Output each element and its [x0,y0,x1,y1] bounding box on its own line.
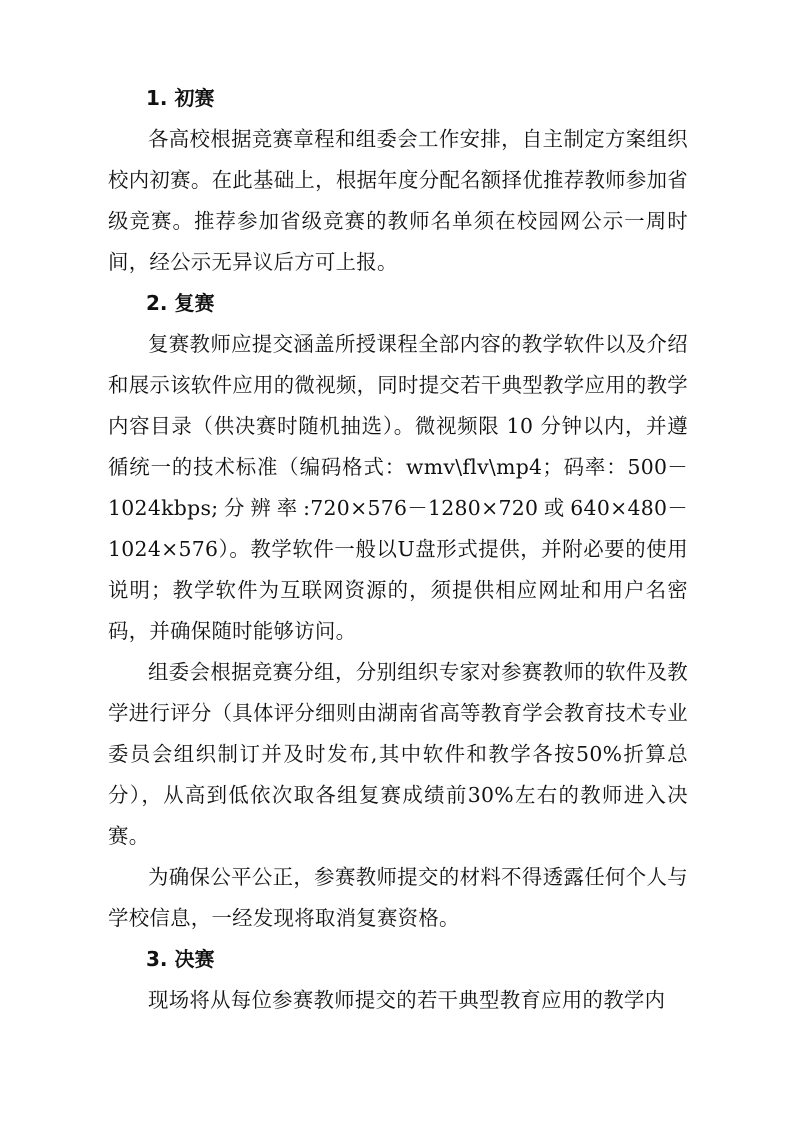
paragraph-final: 现场将从每位参赛教师提交的若干典型教育应用的教学内 [148,988,666,1012]
paragraph-preliminary: 各高校根据竞赛章程和组委会工作安排，自主制定方案组织校内初赛。在此基础上，根据年度分配名额择优推荐教师参加省级竞赛。推荐参加省级竞赛的教师名单须在校园网公示一周时间，经公示无异议后方可上报。 [108,127,688,274]
paragraph-semifinal-fairness: 为确保公平公正，参赛教师提交的材料不得透露任何个人与学校信息，一经发现将取消复赛资格。 [108,865,688,930]
paragraph-semifinal-scoring: 组委会根据竞赛分组，分别组织专家对参赛教师的软件及教学进行评分（具体评分细则由湖南省高等教育学会教育技术专业委员会组织制订并及时发布,其中软件和教学各按50%折算总分），从高到低依次取各组复赛成绩前30%左右的教师进入决赛。 [108,660,688,848]
section-heading-semifinal: 2. 复赛 [146,291,215,315]
paragraph-semifinal-submission: 复赛教师应提交涵盖所授课程全部内容的教学软件以及介绍和展示该软件应用的微视频，同时提交若干典型教学应用的教学内容目录（供决赛时随机抽选）。微视频限 10 分钟以内，并遵循统一的技术标准（编码格式：wmv\flv\mp4；码率：500－1024kbps;分辨率:720×576－1280×720或640×480－1024×576）。教学软件一般以U盘形式提供，并附必要的使用说明；教学软件为互联网资源的，须提供相应网址和用户名密码，并确保随时能够访问。 [108,332,688,643]
document-body [108,78,688,1021]
section-heading-final: 3. 决赛 [146,947,215,971]
section-heading-preliminary: 1. 初赛 [146,86,215,110]
